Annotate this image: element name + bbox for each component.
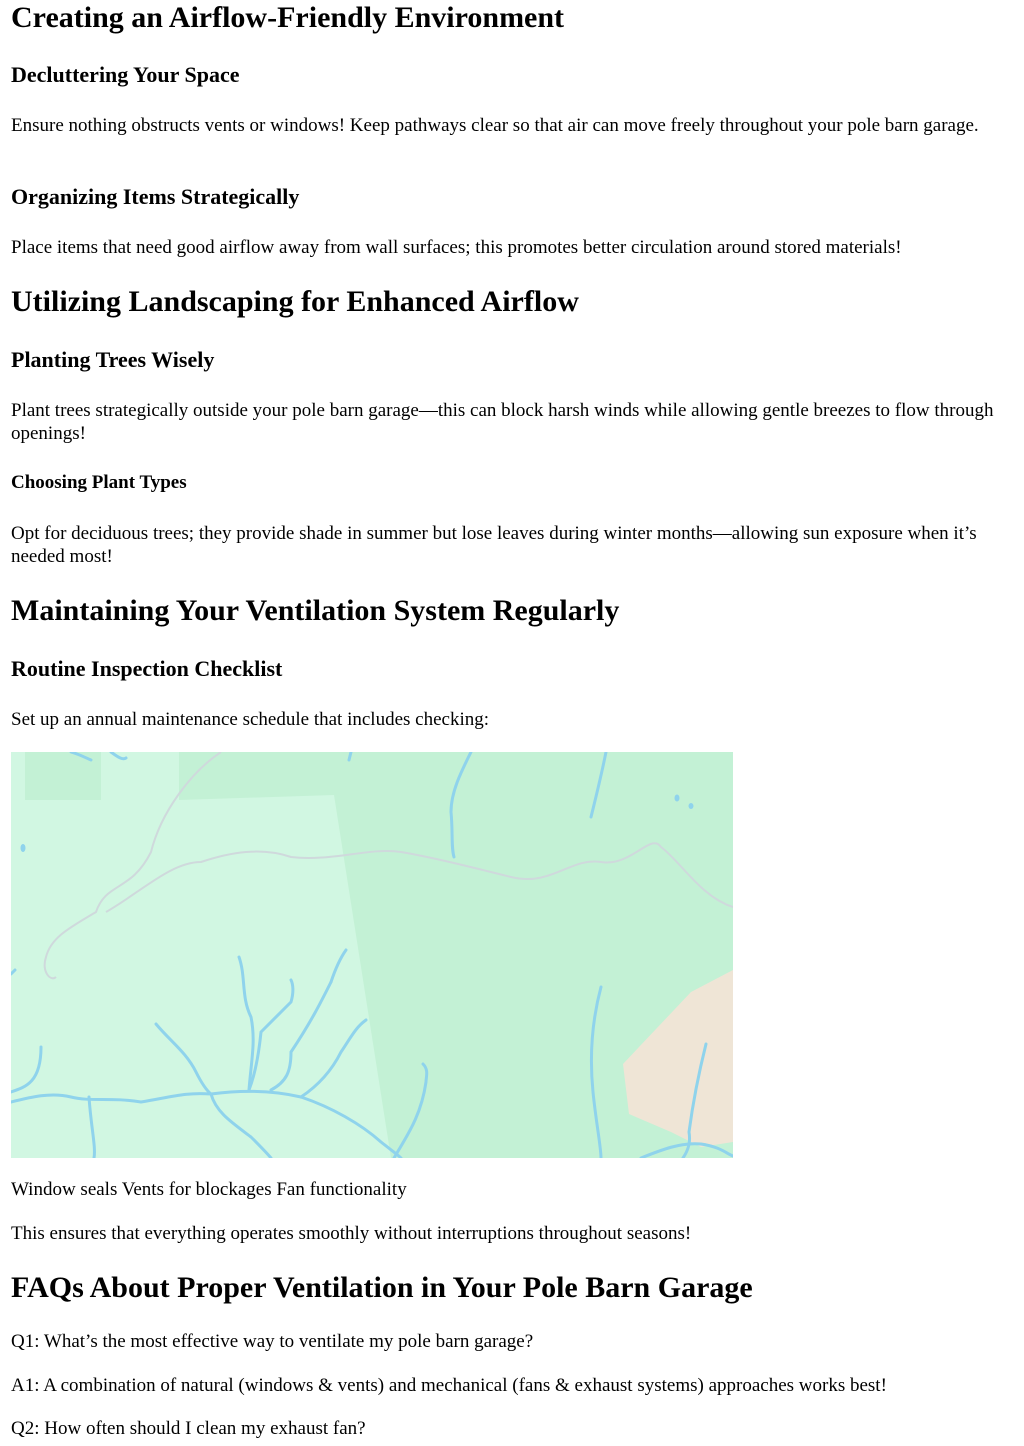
subheading-plant-types: Choosing Plant Types — [11, 472, 187, 493]
heading-faqs: FAQs About Proper Ventilation in Your Pole Barn Garage — [11, 1271, 753, 1304]
paragraph-organizing: Place items that need good airflow away from wall surfaces; this promotes better circulation around stored materials! — [11, 237, 902, 258]
faq-question-2: Q2: How often should I clean my exhaust fan? — [11, 1418, 366, 1439]
subheading-organizing: Organizing Items Strategically — [11, 184, 300, 209]
paragraph-checklist-items: Window seals Vents for blockages Fan functionality — [11, 1179, 407, 1200]
map-illustration — [11, 752, 733, 1158]
paragraph-plant-types: Opt for deciduous trees; they provide shade in summer but lose leaves during winter months—allowing sun exposure when it’s needed most! — [11, 523, 977, 567]
paragraph-decluttering: Ensure nothing obstructs vents or windows! Keep pathways clear so that air can move freely throughout your pole barn garage. — [11, 115, 979, 136]
heading-maintenance: Maintaining Your Ventilation System Regularly — [11, 594, 620, 627]
heading-landscaping: Utilizing Landscaping for Enhanced Airflow — [11, 285, 579, 318]
faq-question-1: Q1: What’s the most effective way to ventilate my pole barn garage? — [11, 1331, 534, 1352]
paragraph-inspection-outro: This ensures that everything operates smoothly without interruptions throughout seasons! — [11, 1223, 692, 1244]
heading-airflow-environment: Creating an Airflow-Friendly Environment — [11, 1, 565, 34]
paragraph-planting-trees: Plant trees strategically outside your pole barn garage—this can block harsh winds while allowing gentle breezes to flow through openings! — [11, 400, 994, 444]
subheading-inspection: Routine Inspection Checklist — [11, 656, 283, 681]
paragraph-inspection-intro: Set up an annual maintenance schedule that includes checking: — [11, 709, 489, 730]
map-image — [11, 752, 733, 1158]
faq-answer-1: A1: A combination of natural (windows & vents) and mechanical (fans & exhaust systems) approaches works best! — [11, 1375, 887, 1396]
subheading-decluttering: Decluttering Your Space — [11, 62, 240, 87]
subheading-planting-trees: Planting Trees Wisely — [11, 347, 215, 372]
